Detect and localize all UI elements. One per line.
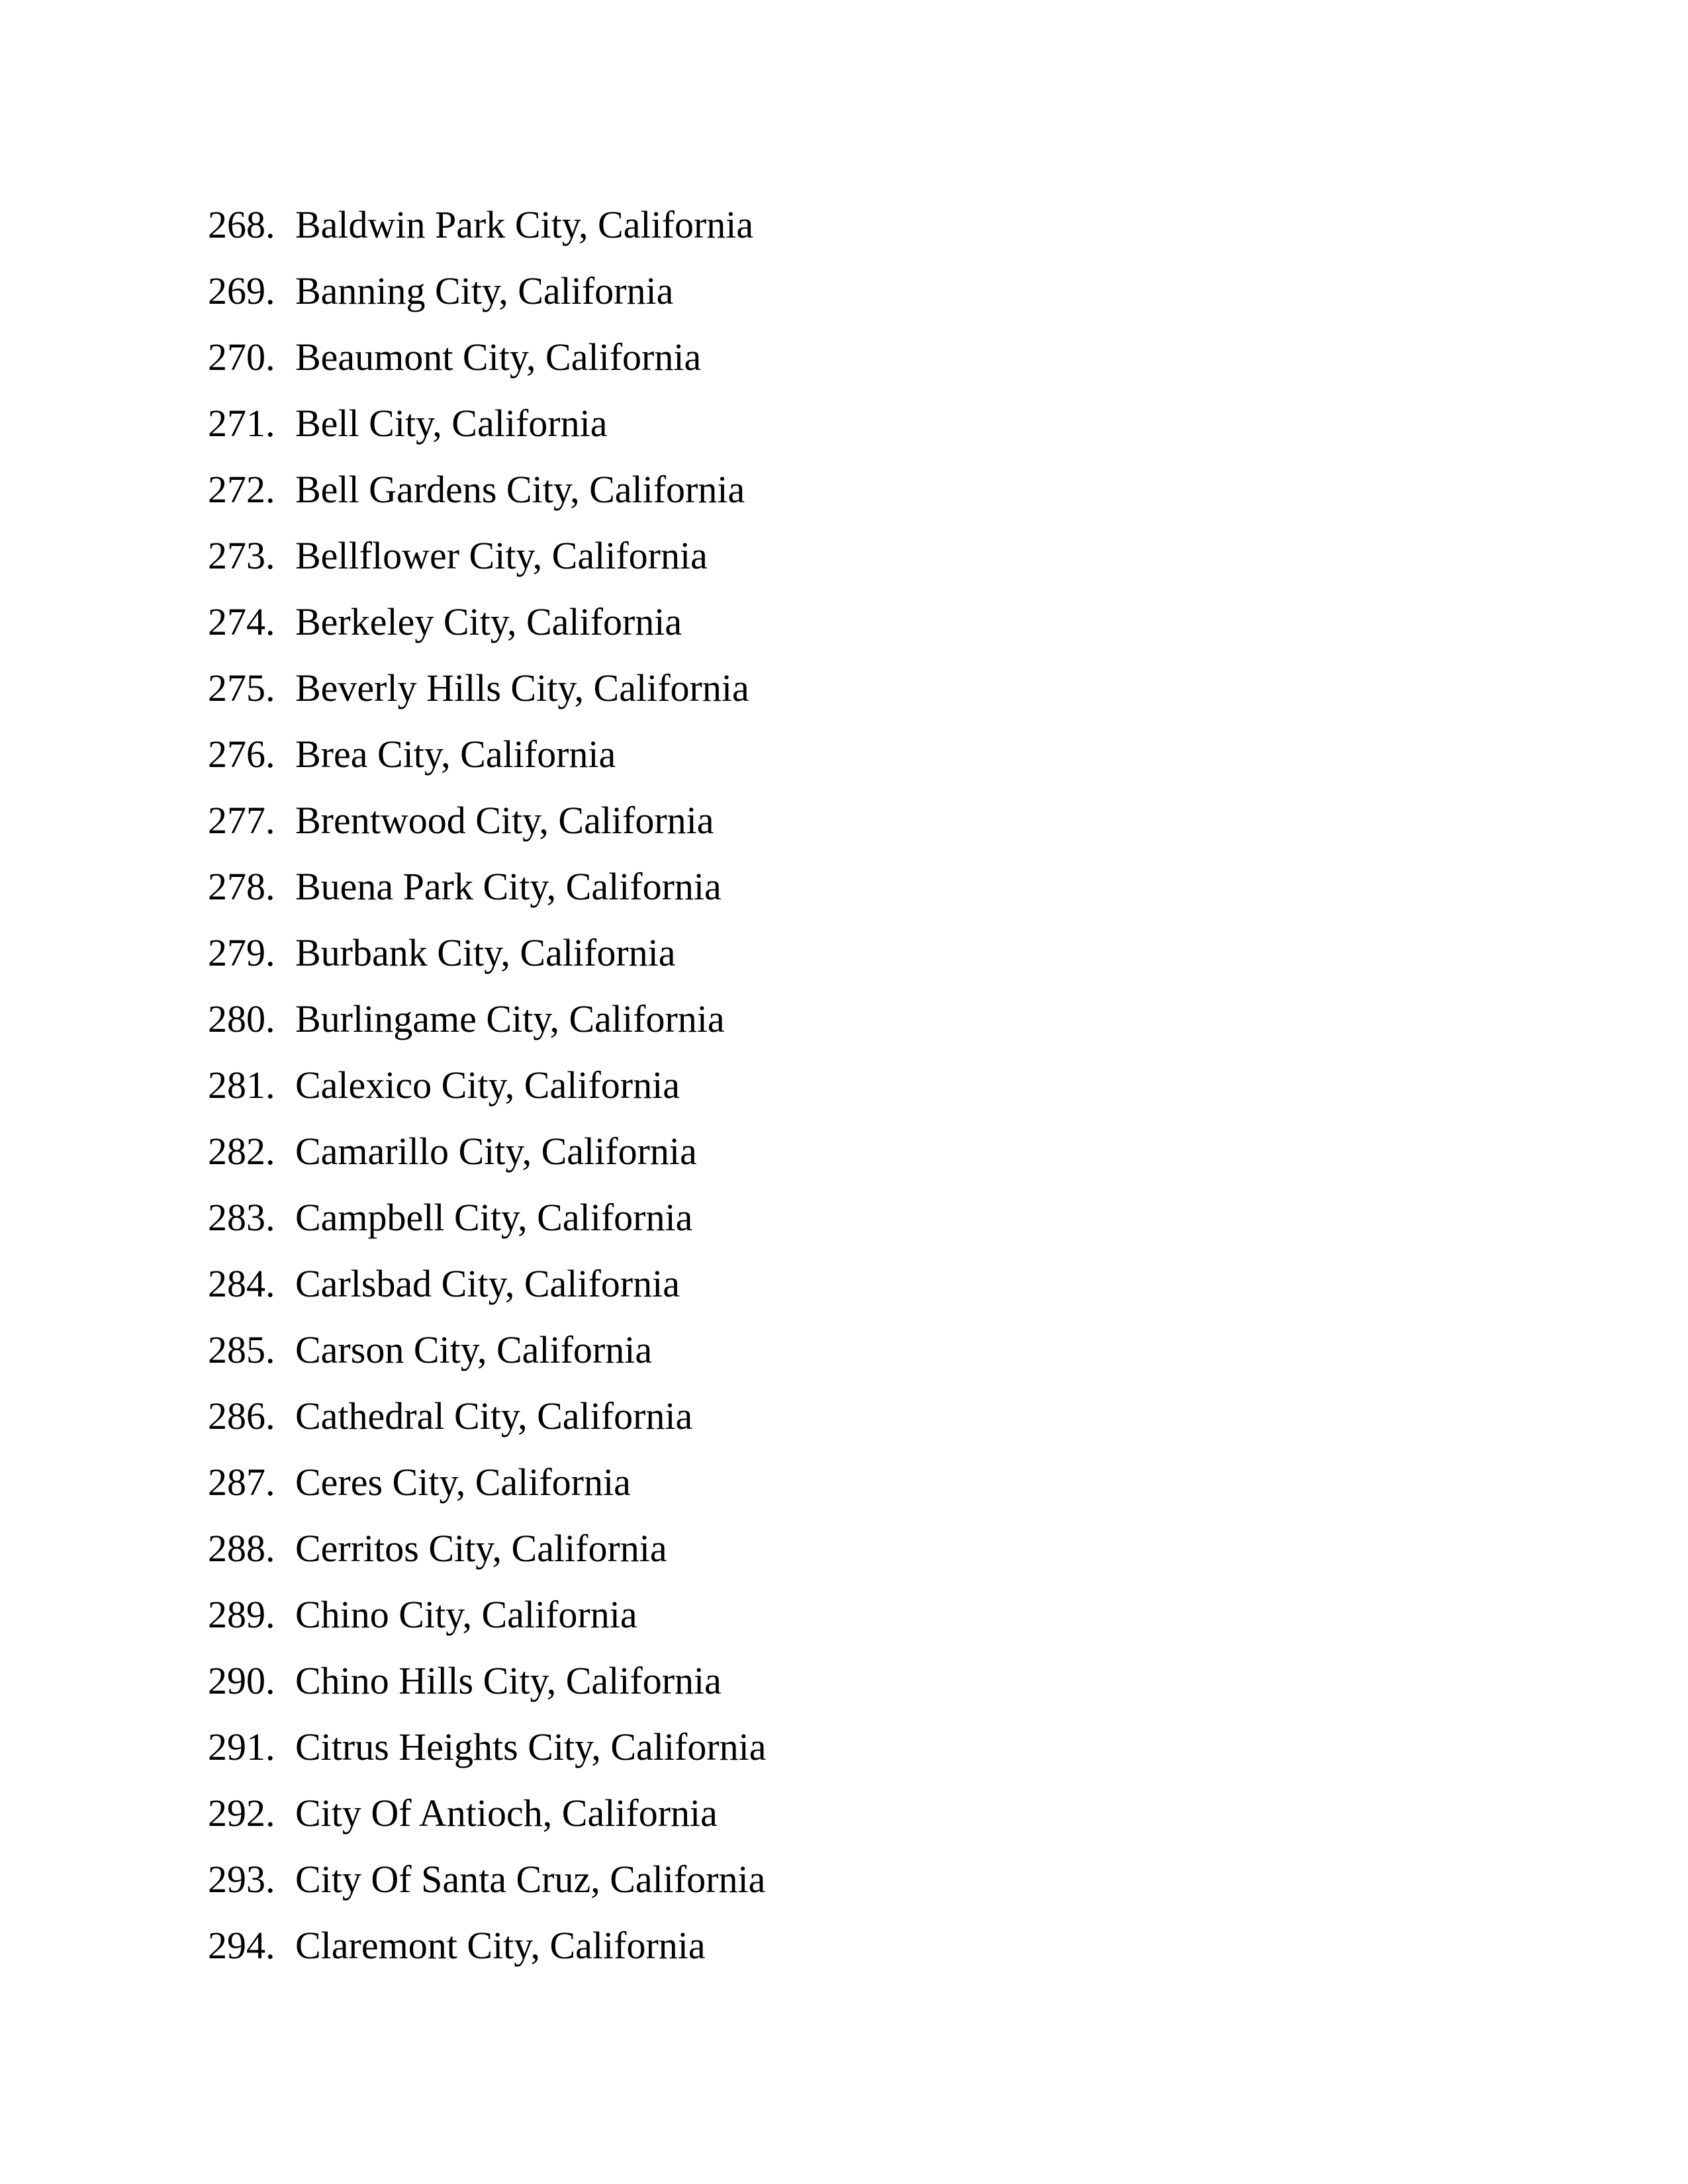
- list-item: [208, 1118, 767, 1185]
- list-item: [208, 1846, 767, 1913]
- list-item: [208, 523, 767, 589]
- item-number: 293.: [208, 1858, 275, 1901]
- item-number: 275.: [208, 666, 275, 709]
- list-item: [208, 1185, 767, 1251]
- list-item: [208, 192, 767, 258]
- list-item: [208, 920, 767, 986]
- item-number: 276.: [208, 733, 275, 776]
- item-number: 278.: [208, 865, 275, 908]
- item-number: 294.: [208, 1924, 275, 1967]
- list-item: [208, 788, 767, 854]
- item-number: 288.: [208, 1527, 275, 1570]
- item-number: 269.: [208, 269, 275, 312]
- item-number: 279.: [208, 931, 275, 974]
- item-number: 272.: [208, 468, 275, 511]
- item-name: Beaumont City, California: [295, 336, 702, 379]
- list-item: [208, 1052, 767, 1118]
- item-name: Burbank City, California: [295, 931, 676, 974]
- list-item: [208, 1383, 767, 1449]
- item-number: 283.: [208, 1196, 275, 1239]
- item-name: City Of Santa Cruz, California: [295, 1858, 766, 1901]
- list-item: [208, 1516, 767, 1582]
- list-item: [208, 1449, 767, 1516]
- list-item: [208, 854, 767, 920]
- item-name: Brentwood City, California: [295, 799, 714, 842]
- item-name: Campbell City, California: [295, 1196, 693, 1239]
- item-name: Citrus Heights City, California: [295, 1725, 767, 1768]
- item-number: 268.: [208, 203, 275, 246]
- item-name: Camarillo City, California: [295, 1130, 697, 1173]
- item-number: 285.: [208, 1328, 275, 1371]
- item-number: 273.: [208, 534, 275, 577]
- item-number: 270.: [208, 336, 275, 379]
- list-item: [208, 655, 767, 721]
- item-name: Carson City, California: [295, 1328, 653, 1371]
- list-item: [208, 986, 767, 1052]
- item-name: Berkeley City, California: [295, 600, 682, 643]
- list-item: [208, 721, 767, 788]
- item-number: 282.: [208, 1130, 275, 1173]
- item-name: Claremont City, California: [295, 1924, 706, 1967]
- list-item: [208, 1251, 767, 1317]
- item-name: Bell City, California: [295, 402, 608, 445]
- list-item: [208, 589, 767, 655]
- item-name: Ceres City, California: [295, 1461, 631, 1504]
- item-number: 287.: [208, 1461, 275, 1504]
- item-name: Carlsbad City, California: [295, 1262, 680, 1305]
- item-name: Bell Gardens City, California: [295, 468, 745, 511]
- item-number: 292.: [208, 1792, 275, 1835]
- item-number: 286.: [208, 1394, 275, 1437]
- item-number: 271.: [208, 402, 275, 445]
- item-name: Chino Hills City, California: [295, 1659, 722, 1702]
- item-name: City Of Antioch, California: [295, 1792, 718, 1835]
- list-item: [208, 324, 767, 390]
- list-item: [208, 1317, 767, 1383]
- item-name: Beverly Hills City, California: [295, 666, 749, 709]
- list-item: [208, 457, 767, 523]
- item-name: Cerritos City, California: [295, 1527, 667, 1570]
- list-item: [208, 1913, 767, 1979]
- list-item: [208, 390, 767, 457]
- item-number: 290.: [208, 1659, 275, 1702]
- item-name: Cathedral City, California: [295, 1394, 693, 1437]
- list-item: [208, 1648, 767, 1714]
- item-number: 277.: [208, 799, 275, 842]
- item-number: 280.: [208, 997, 275, 1040]
- item-number: 274.: [208, 600, 275, 643]
- list-item: [208, 1582, 767, 1648]
- item-number: 281.: [208, 1064, 275, 1107]
- list-item: [208, 1780, 767, 1846]
- item-name: Brea City, California: [295, 733, 616, 776]
- item-name: Burlingame City, California: [295, 997, 725, 1040]
- list-item: [208, 258, 767, 324]
- item-name: Baldwin Park City, California: [295, 203, 754, 246]
- item-number: 284.: [208, 1262, 275, 1305]
- item-name: Chino City, California: [295, 1593, 637, 1636]
- item-name: Calexico City, California: [295, 1064, 680, 1107]
- item-name: Bellflower City, California: [295, 534, 708, 577]
- item-name: Buena Park City, California: [295, 865, 722, 908]
- item-number: 289.: [208, 1593, 275, 1636]
- list-item: [208, 1714, 767, 1780]
- item-name: Banning City, California: [295, 269, 674, 312]
- item-number: 291.: [208, 1725, 275, 1768]
- city-list: [208, 192, 767, 1979]
